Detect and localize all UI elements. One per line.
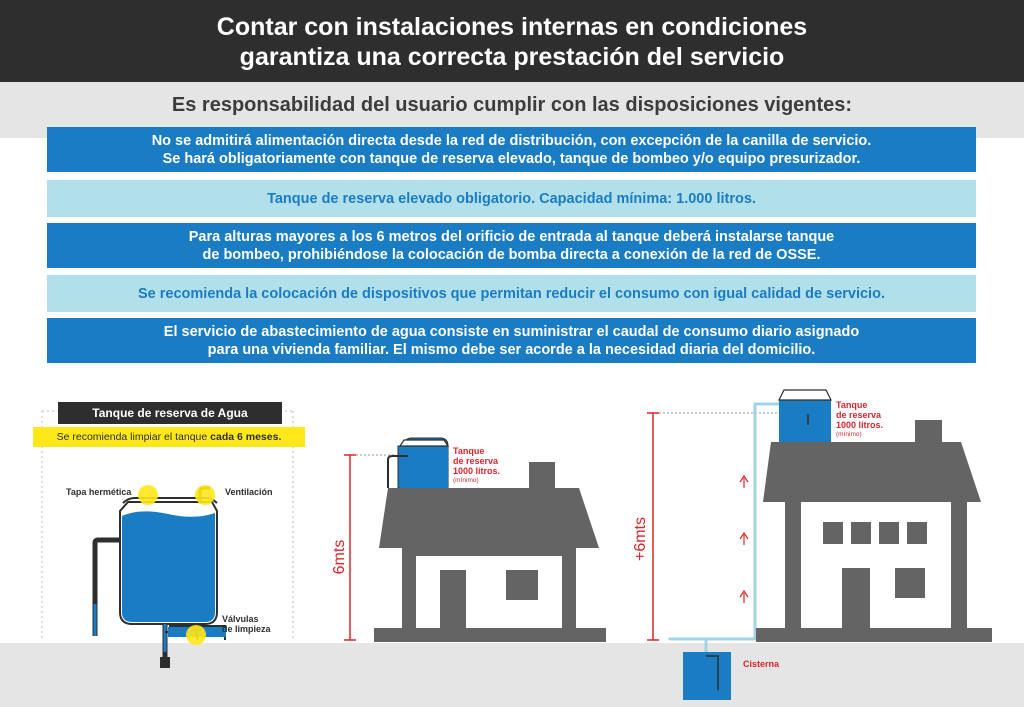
house-2-height-label: +6mts (632, 517, 649, 562)
house-2-illustration (647, 390, 992, 700)
house-1-tank-label (453, 446, 500, 486)
rule-4-line-1: Se recomienda la colocación de dispositivos que permitan reducir el consumo con igual calidad de servicio. (138, 285, 885, 302)
house-1-tank-line-3: 1000 litros. (453, 466, 501, 476)
house-2-tank-line-2: de reserva (836, 410, 882, 420)
house-2-tank-line-1: Tanque (836, 400, 868, 410)
tank-panel-title: Tanque de reserva de Agua (58, 402, 282, 424)
rule-3-line-2: de bombeo, prohibiéndose la colocación de bomba directa a conexión de la red de OSSE. (202, 246, 821, 263)
rule-2-line-1: Tanque de reserva elevado obligatorio. Capacidad mínima: 1.000 litros. (267, 190, 756, 207)
house-2-tank-label (836, 400, 883, 440)
house-2-tank-min: (mínimo) (836, 431, 862, 438)
note-prefix: Se recomienda limpiar el tanque (56, 431, 211, 443)
header-line-2: garantiza una correcta prestación del servicio (239, 43, 785, 71)
tank-detail-illustration (95, 485, 226, 668)
note-bold: cada 6 meses. (210, 431, 282, 443)
responsibility-subtitle: Es responsabilidad del usuario cumplir con las disposiciones vigentes: (0, 82, 1024, 138)
rule-5-line-1: El servicio de abastecimiento de agua consiste en suministrar el caudal de consumo diario asignado (163, 323, 860, 340)
rule-3-line-1: Para alturas mayores a los 6 metros del orificio de entrada al tanque deberá instalarse tanque (188, 228, 835, 245)
tank-cleaning-note (33, 427, 305, 447)
rule-1-line-1: No se admitirá alimentación directa desde la red de distribución, con excepción de la canilla de servicio. (151, 132, 872, 149)
house-2-tank-line-3: 1000 litros. (836, 420, 884, 430)
label-valves-1: Válvulas (222, 614, 259, 624)
cistern-label: Cisterna (743, 659, 780, 669)
label-vent: Ventilación (225, 487, 273, 497)
house-1-tank-line-1: Tanque (453, 446, 485, 456)
house-1-height-label: 6mts (331, 539, 348, 575)
label-valves (222, 614, 271, 634)
house-1-tank-min: (mínimo) (453, 477, 479, 484)
label-valves-2: de limpieza (222, 624, 271, 634)
house-1-tank-line-2: de reserva (453, 456, 499, 466)
label-lid: Tapa hermética (66, 487, 132, 497)
rule-5-line-2: para una vivienda familiar. El mismo debe ser acorde a la necesidad diaria del domicilio. (207, 341, 816, 358)
header-line-1: Contar con instalaciones internas en condiciones (216, 13, 808, 41)
rule-1-line-2: Se hará obligatoriamente con tanque de reserva elevado, tanque de bombeo y/o equipo presurizador. (162, 150, 861, 167)
